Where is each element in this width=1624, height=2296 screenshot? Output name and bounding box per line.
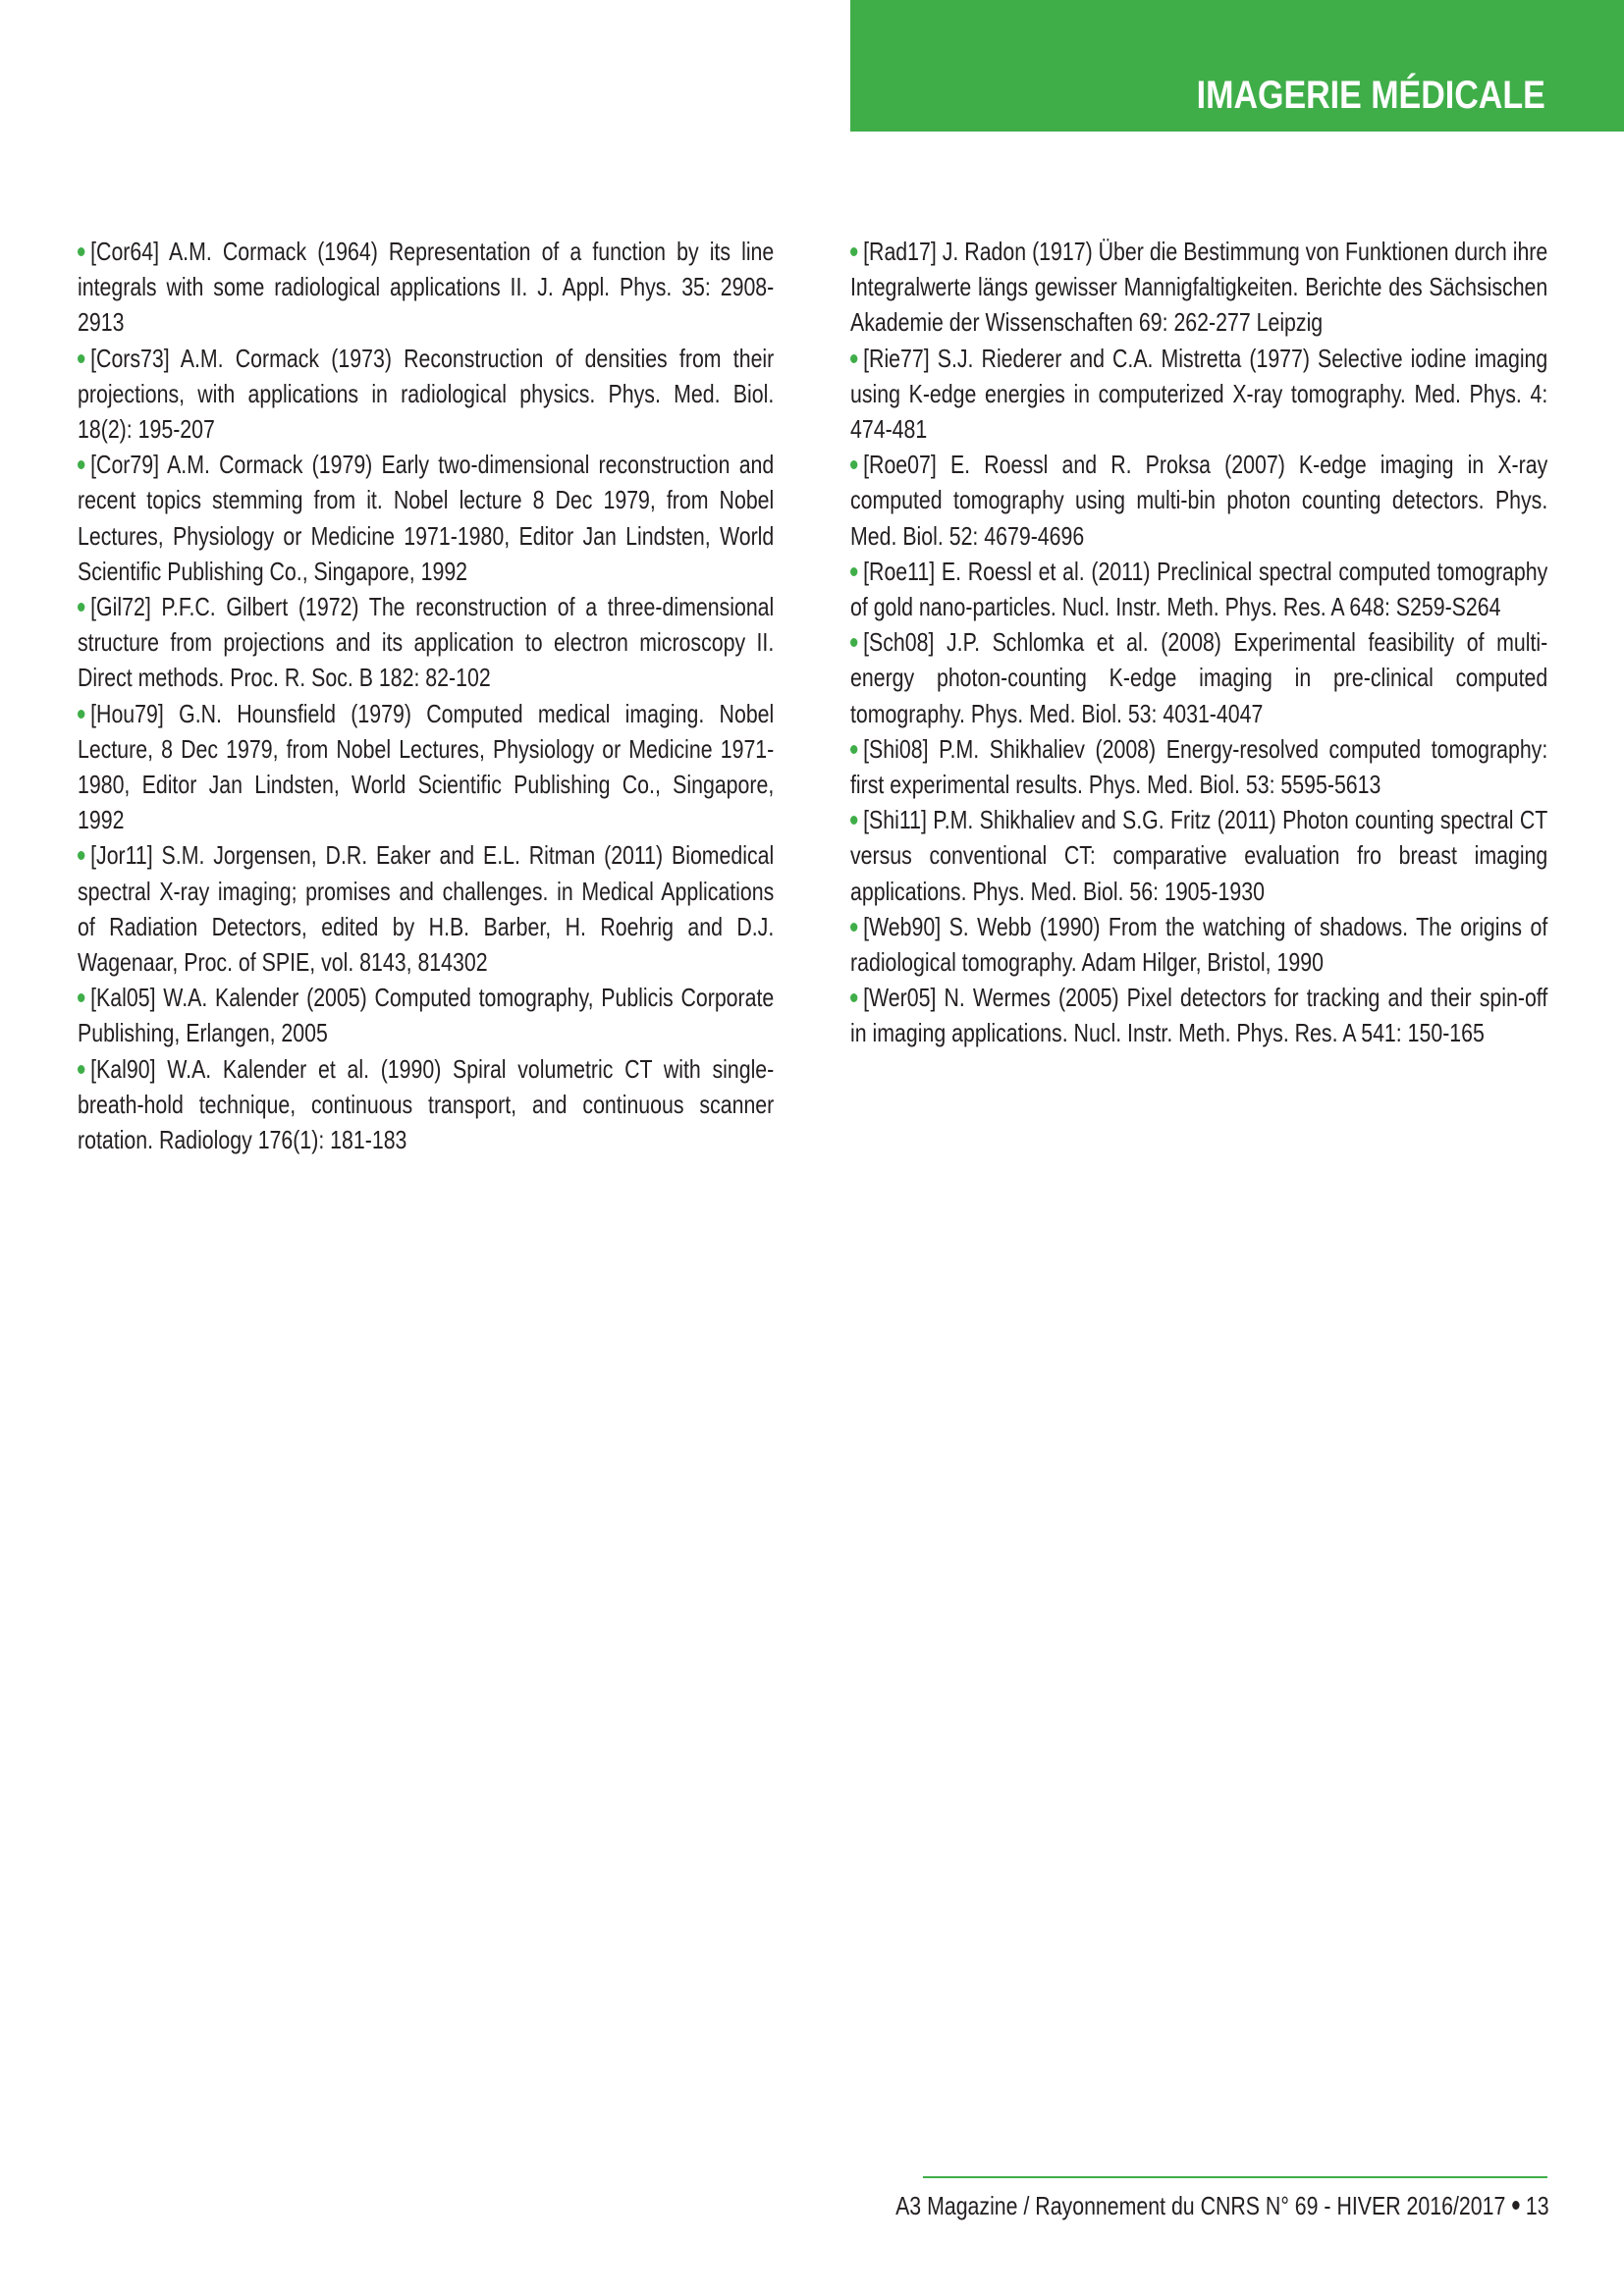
reference-key: [Hou79] xyxy=(90,698,164,728)
reference-key: [Web90] xyxy=(863,911,942,941)
reference-text: A.M. Cormack (1979) Early two-dimensional reconstruction and recent topics stemming from it. Nobel lecture 8 Dec 1979, from Nobel Lectures, Physiology or Medicine 1971-1980, Editor Jan Lindsten, World Scientific Publishing Co., Singapore, 1992 xyxy=(78,450,775,586)
reference-text: G.N. Hounsfield (1979) Computed medical imaging. Nobel Lecture, 8 Dec 1979, from Nobel Lectures, Physiology or Medicine 1971-1980, Editor Jan Lindsten, World Scientific Publishing Co., Singapore, 1992 xyxy=(78,698,775,835)
reference-text: J. Radon (1917) Über die Bestimmung von Funktionen durch ihre Integralwerte längs gewisser Mannigfaltigkeiten. Berichte des Sächsischen Akademie der Wissenschaften 69: 262-277 Leipzig xyxy=(850,237,1548,338)
bullet-icon xyxy=(850,247,857,256)
bullet-icon xyxy=(78,1065,84,1074)
reference-text: S. Webb (1990) From the watching of shadows. The origins of radiological tomography. Adam Hilger, Bristol, 1990 xyxy=(850,911,1548,978)
reference-item xyxy=(78,447,774,589)
bullet-icon xyxy=(78,603,84,612)
reference-key: [Sch08] xyxy=(863,627,935,658)
footer-issue: HIVER 2016/2017 xyxy=(1336,2191,1506,2220)
bullet-icon xyxy=(78,247,84,256)
reference-text: N. Wermes (2005) Pixel detectors for tracking and their spin-off in imaging applications. Nucl. Instr. Meth. Phys. Res. A 541: 150-165 xyxy=(850,983,1548,1048)
reference-text: S.J. Riederer and C.A. Mistretta (1977) Selective iodine imaging using K-edge energies in computerized X-ray tomography. Med. Phys. 4: 474-481 xyxy=(850,343,1548,445)
bullet-icon xyxy=(78,710,84,719)
bullet-icon xyxy=(850,745,857,754)
reference-key: [Wer05] xyxy=(863,983,937,1013)
reference-key: [Jor11] xyxy=(90,840,153,871)
bullet-icon xyxy=(850,816,857,825)
reference-item xyxy=(850,554,1547,624)
bullet-icon xyxy=(78,851,84,860)
reference-item xyxy=(850,624,1547,731)
reference-item xyxy=(78,234,774,341)
reference-text: P.M. Shikhaliev and S.G. Fritz (2011) Photon counting spectral CT versus conventional CT: comparative evaluation fro breast imaging applications. Phys. Med. Biol. 56: 1905-1930 xyxy=(850,805,1548,906)
references-left-column xyxy=(78,234,774,1157)
reference-text: W.A. Kalender (2005) Computed tomography, Publicis Corporate Publishing, Erlangen, 2005 xyxy=(78,983,775,1048)
reference-text: A.M. Cormack (1964) Representation of a function by its line integrals with some radiological applications II. J. Appl. Phys. 35: 2908-2913 xyxy=(78,237,775,338)
reference-key: [Cor64] xyxy=(90,237,160,266)
footer-separator: - xyxy=(1324,2191,1331,2220)
reference-item xyxy=(78,341,774,448)
footer-publication: A3 Magazine / Rayonnement du CNRS N° 69 xyxy=(895,2191,1319,2220)
bullet-icon xyxy=(850,993,857,1002)
reference-key: [Shi11] xyxy=(863,805,927,835)
reference-key: [Shi08] xyxy=(863,733,929,764)
reference-item xyxy=(78,980,774,1050)
reference-key: [Cor79] xyxy=(90,450,160,480)
reference-key: [Roe11] xyxy=(863,556,936,586)
section-title: IMAGERIE MÉDICALE xyxy=(1196,74,1545,117)
page-footer xyxy=(896,2189,1549,2222)
reference-text: E. Roessl et al. (2011) Preclinical spectral computed tomography of gold nano-particles. Nucl. Instr. Meth. Phys. Res. A 648: S259-S264 xyxy=(850,556,1548,622)
reference-text: A.M. Cormack (1973) Reconstruction of densities from their projections, with applications in radiological physics. Phys. Med. Biol. 18(2): 195-207 xyxy=(78,343,775,445)
reference-key: [Rad17] xyxy=(863,237,937,266)
reference-text: E. Roessl and R. Proksa (2007) K-edge imaging in X-ray computed tomography using multi-bin photon counting detectors. Phys. Med. Biol. 52: 4679-4696 xyxy=(850,450,1548,551)
reference-text: S.M. Jorgensen, D.R. Eaker and E.L. Ritman (2011) Biomedical spectral X-ray imaging; promises and challenges. in Medical Applications of Radiation Detectors, edited by H.B. Barber, H. Roehrig and D.J. Wagenaar, Proc. of SPIE, vol. 8143, 814302 xyxy=(78,840,775,978)
footer-dot-icon xyxy=(1512,2201,1519,2210)
reference-item xyxy=(78,1051,774,1158)
reference-item xyxy=(850,980,1547,1050)
reference-text: J.P. Schlomka et al. (2008) Experimental feasibility of multi-energy photon-counting K-edge imaging in pre-clinical computed tomography. Phys. Med. Biol. 53: 4031-4047 xyxy=(850,627,1548,728)
bullet-icon xyxy=(78,993,84,1002)
bullet-icon xyxy=(78,460,84,469)
page-number: 13 xyxy=(1526,2191,1549,2220)
reference-item xyxy=(78,589,774,696)
bullet-icon xyxy=(78,354,84,363)
reference-text: P.M. Shikhaliev (2008) Energy-resolved computed tomography: first experimental results. Phys. Med. Biol. 53: 5595-5613 xyxy=(850,733,1548,800)
reference-item xyxy=(78,837,774,980)
bullet-icon xyxy=(850,923,857,932)
reference-key: [Kal05] xyxy=(90,983,156,1013)
reference-text: W.A. Kalender et al. (1990) Spiral volumetric CT with single-breath-hold technique, continuous transport, and continuous scanner rotation. Radiology 176(1): 181-183 xyxy=(78,1053,775,1155)
reference-key: [Kal90] xyxy=(90,1053,156,1084)
reference-text: P.F.C. Gilbert (1972) The reconstruction of a three-dimensional structure from projections and its application to electron microscopy II. Direct methods. Proc. R. Soc. B 182: 82-102 xyxy=(78,592,775,693)
footer-divider xyxy=(923,2176,1547,2178)
reference-key: [Rie77] xyxy=(863,343,930,373)
reference-key: [Roe07] xyxy=(863,450,937,480)
bullet-icon xyxy=(850,567,857,576)
reference-item xyxy=(850,234,1547,341)
references-right-column xyxy=(850,234,1547,1051)
section-banner xyxy=(850,0,1624,132)
bullet-icon xyxy=(850,460,857,469)
reference-key: [Gil72] xyxy=(90,592,151,622)
bullet-icon xyxy=(850,354,857,363)
reference-item xyxy=(850,802,1547,909)
reference-key: [Cors73] xyxy=(90,343,170,373)
bullet-icon xyxy=(850,638,857,647)
reference-item xyxy=(850,447,1547,554)
reference-item xyxy=(850,341,1547,448)
reference-item xyxy=(850,731,1547,802)
reference-item xyxy=(78,696,774,838)
reference-item xyxy=(850,909,1547,980)
